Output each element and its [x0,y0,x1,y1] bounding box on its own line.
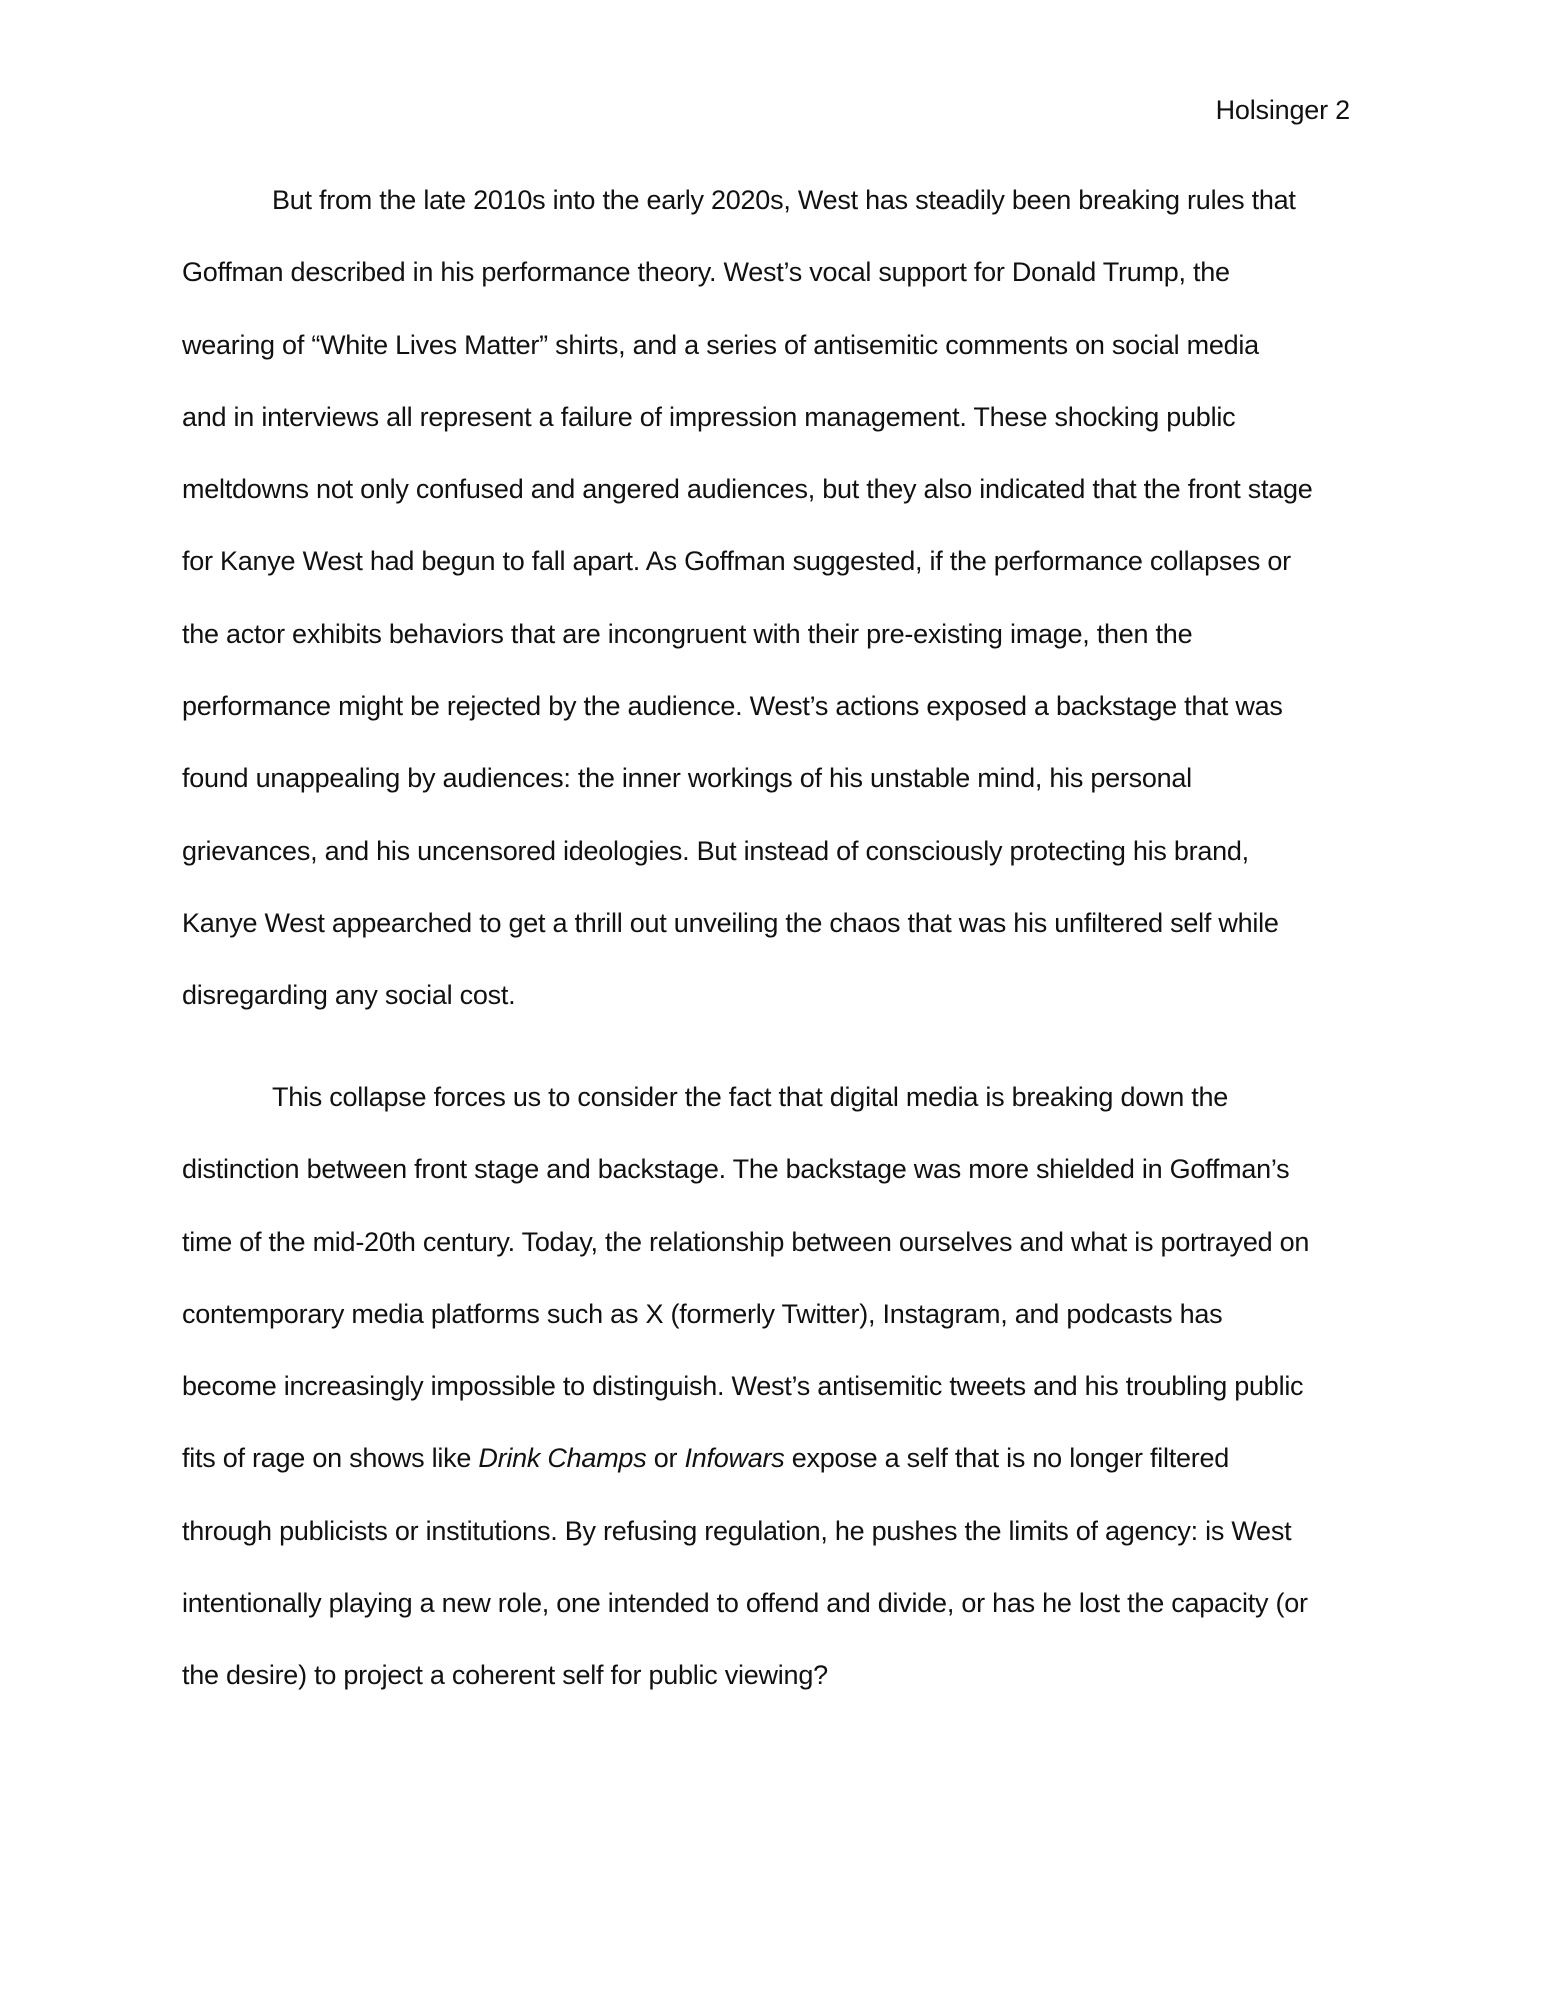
text-line: for Kanye West had begun to fall apart. As Goffman suggested, if the performance collapses or [182,546,1291,577]
text-line: meltdowns not only confused and angered audiences, but they also indicated that the front stage [182,474,1313,505]
text-line: time of the mid-20th century. Today, the relationship between ourselves and what is portrayed on [182,1226,1310,1257]
text-line-with-titles [182,1434,1372,1506]
text-run: or [646,1443,685,1474]
text-run: expose a self that is no longer filtered [784,1443,1230,1474]
text-line: found unappealing by audiences: the inner workings of his unstable mind, his personal [182,763,1192,794]
show-title-infowars: Infowars [684,1443,785,1474]
text-line: wearing of “White Lives Matter” shirts, and a series of antisemitic comments on social media [182,329,1259,360]
text-line: But from the late 2010s into the early 2020s, West has steadily been breaking rules that [272,185,1296,215]
text-line: and in interviews all represent a failure of impression management. These shocking public [182,401,1236,432]
show-title-drink-champs: Drink Champs [478,1443,647,1474]
text-line: Kanye West appearched to get a thrill out unveiling the chaos that was his unfiltered self while [182,907,1279,938]
text-run: fits of rage on shows like [182,1443,479,1474]
text-line: Goffman described in his performance theory. West’s vocal support for Donald Trump, the [182,257,1230,288]
text-line: performance might be rejected by the audience. West’s actions exposed a backstage that was [182,691,1283,722]
text-line: through publicists or institutions. By refusing regulation, he pushes the limits of agency: is West [182,1515,1292,1546]
paragraph-2 [182,1073,1372,1724]
running-head: Holsinger 2 [1215,95,1350,125]
text-line: intentionally playing a new role, one intended to offend and divide, or has he lost the capacity (or [182,1588,1308,1619]
text-line: distinction between front stage and backstage. The backstage was more shielded in Goffman’s [182,1154,1290,1185]
paragraph-1 [182,176,1372,1044]
text-line: the actor exhibits behaviors that are incongruent with their pre-existing image, then the [182,618,1193,649]
text-line: disregarding any social cost. [182,980,516,1011]
text-line: This collapse forces us to consider the fact that digital media is breaking down the [272,1082,1229,1112]
text-line: become increasingly impossible to distinguish. West’s antisemitic tweets and his troubling public [182,1371,1304,1402]
text-line: the desire) to project a coherent self for public viewing? [182,1660,828,1691]
text-line: contemporary media platforms such as X (formerly Twitter), Instagram, and podcasts has [182,1298,1223,1329]
text-line: grievances, and his uncensored ideologies. But instead of consciously protecting his brand, [182,835,1249,866]
